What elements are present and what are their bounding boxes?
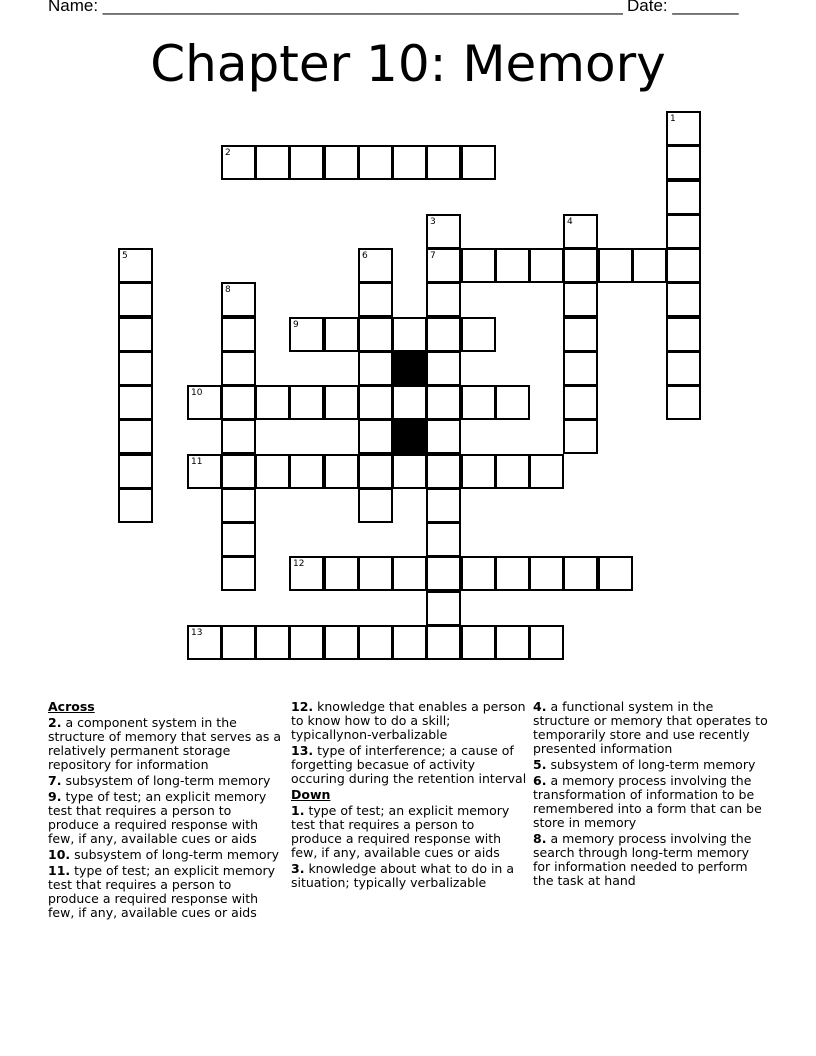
crossword-cell[interactable]	[187, 625, 222, 660]
crossword-cell[interactable]	[461, 385, 496, 420]
across-clue: 12. knowledge that enables a person to know how to do a skill; typicallynon-verbalizable	[291, 699, 526, 742]
crossword-cell[interactable]	[289, 145, 324, 180]
crossword-cell[interactable]	[426, 556, 461, 591]
crossword-cell[interactable]	[666, 248, 701, 283]
crossword-cell[interactable]	[426, 385, 461, 420]
crossword-cell[interactable]	[289, 385, 324, 420]
crossword-cell[interactable]	[324, 556, 359, 591]
clue-number: 11	[191, 457, 203, 467]
crossword-cell[interactable]	[289, 454, 324, 489]
crossword-cell[interactable]	[358, 317, 393, 352]
crossword-cell[interactable]	[324, 385, 359, 420]
crossword-cell[interactable]	[495, 625, 530, 660]
clue-number: 9	[293, 320, 299, 330]
crossword-cell[interactable]	[118, 488, 153, 523]
across-clue: 13. type of interference; a cause of forgetting becasue of activity occuring during the retention interval	[291, 743, 527, 786]
crossword-cell[interactable]	[666, 214, 701, 249]
crossword-cell[interactable]	[666, 282, 701, 317]
crossword-cell[interactable]	[324, 145, 359, 180]
down-clue: 6. a memory process involving the transformation of information to be remembered into a form that can be store in memory	[533, 773, 762, 830]
crossword-cell[interactable]	[118, 419, 153, 454]
crossword-cell[interactable]	[426, 282, 461, 317]
crossword-cell[interactable]	[632, 248, 667, 283]
crossword-cell[interactable]	[666, 145, 701, 180]
crossword-cell[interactable]	[529, 454, 564, 489]
clue-number: 10	[191, 388, 203, 398]
crossword-cell[interactable]	[426, 419, 461, 454]
crossword-cell[interactable]	[598, 556, 633, 591]
crossword-cell[interactable]	[221, 625, 256, 660]
crossword-cell[interactable]	[666, 111, 701, 146]
crossword-cell[interactable]	[255, 385, 290, 420]
crossword-cell[interactable]	[666, 351, 701, 386]
clue-number: 6	[362, 251, 368, 261]
across-heading: Across	[48, 699, 95, 714]
crossword-cell[interactable]	[221, 317, 256, 352]
crossword-cell[interactable]	[563, 351, 598, 386]
crossword-cell[interactable]	[118, 385, 153, 420]
crossword-cell[interactable]	[529, 248, 564, 283]
black-square	[392, 419, 427, 454]
crossword-cell[interactable]	[221, 351, 256, 386]
crossword-cell[interactable]	[324, 317, 359, 352]
page-title: Chapter 10: Memory	[150, 35, 666, 93]
crossword-cell[interactable]	[666, 385, 701, 420]
crossword-cell[interactable]	[358, 556, 393, 591]
across-clue: 10. subsystem of long-term memory	[48, 847, 280, 862]
crossword-cell[interactable]	[495, 248, 530, 283]
crossword-cell[interactable]	[426, 248, 461, 283]
crossword-cell[interactable]	[358, 282, 393, 317]
crossword-cell[interactable]	[255, 625, 290, 660]
crossword-cell[interactable]	[426, 488, 461, 523]
crossword-cell[interactable]	[426, 454, 461, 489]
down-clue: 8. a memory process involving the search through long-term memory for information needed to perform the task at hand	[533, 831, 752, 888]
crossword-cell[interactable]	[255, 145, 290, 180]
crossword-cell[interactable]	[461, 317, 496, 352]
crossword-cell[interactable]	[563, 419, 598, 454]
crossword-cell[interactable]	[187, 385, 222, 420]
crossword-cell[interactable]	[529, 625, 564, 660]
crossword-cell[interactable]	[426, 522, 461, 557]
crossword-cell[interactable]	[563, 317, 598, 352]
crossword-cell[interactable]	[461, 145, 496, 180]
crossword-cell[interactable]	[392, 556, 427, 591]
crossword-cell[interactable]	[358, 385, 393, 420]
crossword-cell[interactable]	[221, 145, 256, 180]
clue-number: 1	[670, 114, 676, 124]
crossword-cell[interactable]	[289, 556, 324, 591]
clue-number: 4	[567, 217, 573, 227]
crossword-cell[interactable]	[255, 454, 290, 489]
date-field-label: Date: _______	[627, 0, 739, 15]
crossword-cell[interactable]	[118, 454, 153, 489]
across-clue: 9. type of test; an explicit memory test that requires a person to produce a required response with few, if any, available cues or aids	[48, 789, 267, 846]
crossword-cell[interactable]	[118, 282, 153, 317]
crossword-cell[interactable]	[495, 385, 530, 420]
crossword-cell[interactable]	[666, 317, 701, 352]
crossword-cell[interactable]	[392, 145, 427, 180]
crossword-cell[interactable]	[324, 625, 359, 660]
clue-number: 7	[430, 251, 436, 261]
crossword-cell[interactable]	[358, 625, 393, 660]
crossword-cell[interactable]	[392, 625, 427, 660]
crossword-cell[interactable]	[118, 248, 153, 283]
crossword-cell[interactable]	[358, 454, 393, 489]
crossword-cell[interactable]	[358, 248, 393, 283]
crossword-cell[interactable]	[426, 214, 461, 249]
crossword-cell[interactable]	[221, 522, 256, 557]
name-field-label: Name: _______________________________________________________	[48, 0, 623, 15]
crossword-cell[interactable]	[221, 385, 256, 420]
crossword-cell[interactable]	[563, 282, 598, 317]
crossword-cell[interactable]	[426, 317, 461, 352]
clue-number: 13	[191, 628, 203, 638]
clue-number: 12	[293, 559, 305, 569]
down-clue: 5. subsystem of long-term memory	[533, 757, 756, 772]
clue-column-3	[533, 700, 769, 890]
crossword-cell[interactable]	[324, 454, 359, 489]
clue-number: 8	[225, 285, 231, 295]
clue-column-1	[48, 700, 284, 922]
clue-number: 2	[225, 148, 231, 158]
crossword-cell[interactable]	[392, 317, 427, 352]
crossword-cell[interactable]	[563, 556, 598, 591]
crossword-cell[interactable]	[563, 385, 598, 420]
crossword-cell[interactable]	[426, 145, 461, 180]
crossword-cell[interactable]	[358, 419, 393, 454]
crossword-cell[interactable]	[495, 454, 530, 489]
crossword-cell[interactable]	[221, 419, 256, 454]
crossword-cell[interactable]	[426, 351, 461, 386]
clue-column-2	[291, 700, 527, 892]
crossword-cell[interactable]	[392, 454, 427, 489]
crossword-cell[interactable]	[461, 556, 496, 591]
across-clue: 11. type of test; an explicit memory test that requires a person to produce a required response with few, if any, available cues or aids	[48, 863, 276, 920]
across-clue: 2. a component system in the structure of memory that serves as a relatively permanent storage repository for information	[48, 715, 282, 772]
crossword-cell[interactable]	[289, 317, 324, 352]
crossword-cell[interactable]	[563, 248, 598, 283]
crossword-cell[interactable]	[461, 454, 496, 489]
crossword-cell[interactable]	[461, 625, 496, 660]
down-clue: 4. a functional system in the structure or memory that operates to temporarily store and use recently presented information	[533, 699, 768, 756]
crossword-cell[interactable]	[221, 556, 256, 591]
crossword-cell[interactable]	[529, 556, 564, 591]
crossword-cell[interactable]	[221, 282, 256, 317]
crossword-cell[interactable]	[392, 385, 427, 420]
clue-number: 3	[430, 217, 436, 227]
crossword-cell[interactable]	[118, 317, 153, 352]
down-clue: 3. knowledge about what to do in a situation; typically verbalizable	[291, 861, 514, 890]
crossword-cell[interactable]	[495, 556, 530, 591]
across-clue: 7. subsystem of long-term memory	[48, 773, 271, 788]
crossword-cell[interactable]	[358, 351, 393, 386]
crossword-cell[interactable]	[289, 625, 324, 660]
crossword-cell[interactable]	[358, 488, 393, 523]
crossword-cell[interactable]	[563, 214, 598, 249]
crossword-cell[interactable]	[426, 591, 461, 626]
down-heading: Down	[291, 787, 331, 802]
crossword-cell[interactable]	[461, 248, 496, 283]
crossword-cell[interactable]	[598, 248, 633, 283]
crossword-cell[interactable]	[187, 454, 222, 489]
black-square	[392, 351, 427, 386]
crossword-cell[interactable]	[118, 351, 153, 386]
down-clue: 1. type of test; an explicit memory test that requires a person to produce a required response with few, if any, available cues or aids	[291, 803, 510, 860]
crossword-cell[interactable]	[221, 454, 256, 489]
crossword-cell[interactable]	[221, 488, 256, 523]
crossword-cell[interactable]	[426, 625, 461, 660]
crossword-cell[interactable]	[666, 180, 701, 215]
clue-number: 5	[122, 251, 128, 261]
crossword-cell[interactable]	[358, 145, 393, 180]
